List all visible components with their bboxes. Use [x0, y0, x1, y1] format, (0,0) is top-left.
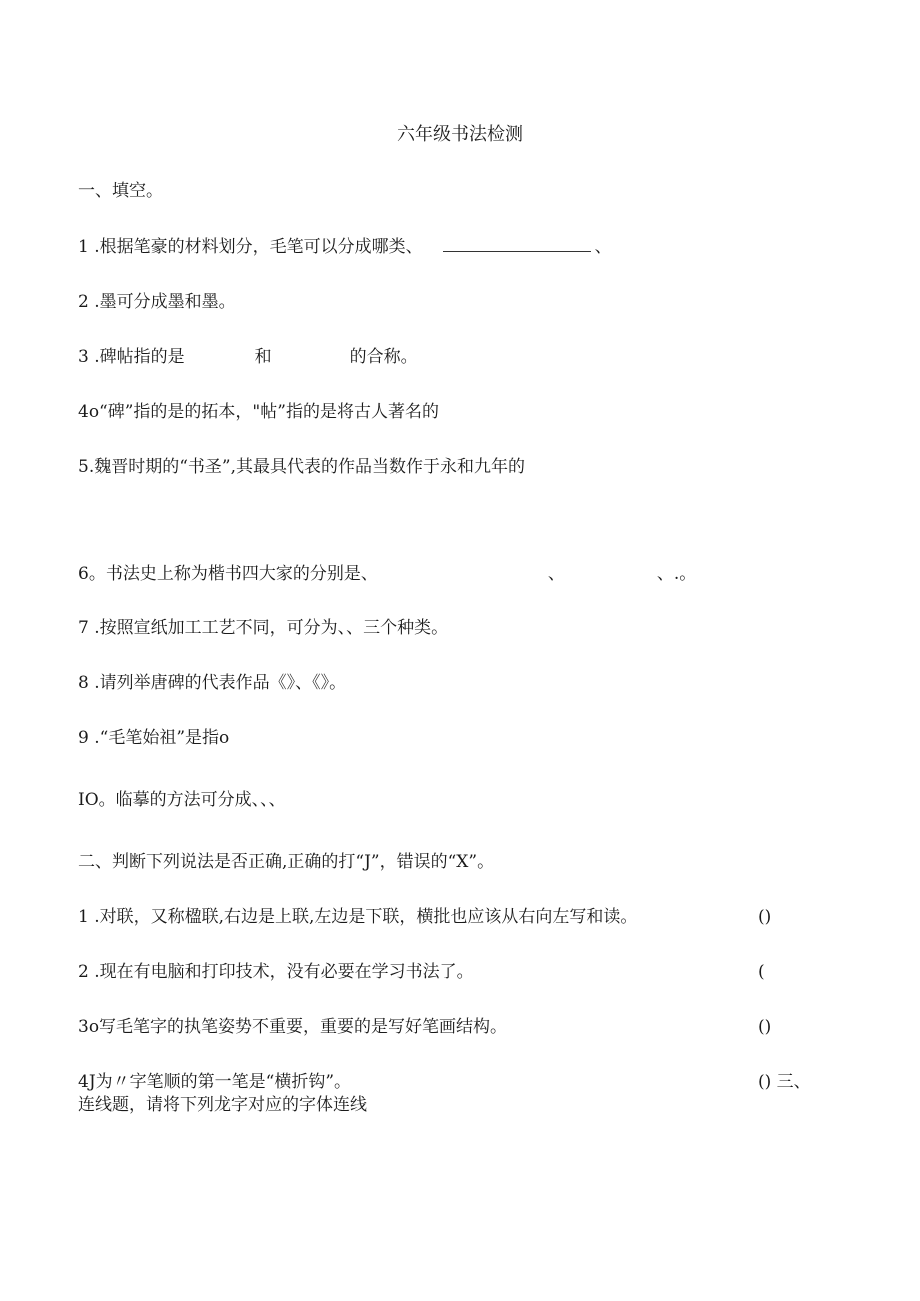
judgment-answer-2[interactable]: (: [758, 962, 765, 982]
question-4: 4o“碑”指的是的拓本，"帖”指的是将古人著名的: [78, 402, 439, 422]
page-title: 六年级书法检测: [397, 124, 523, 145]
question-7: 7 .按照宣纸加工工艺不同，可分为、、三个种类。: [78, 618, 449, 638]
question-5: 5.魏晋时期的“书圣”,其最具代表的作品当数作于永和九年的: [78, 457, 526, 477]
judgment-item-4: 4J为〃字笔顺的第一笔是“横折钩”。: [78, 1072, 352, 1092]
question-3-part-a: 3 .碑帖指的是: [78, 347, 185, 367]
answer-blank[interactable]: [443, 237, 591, 252]
question-3-part-b: 和: [254, 347, 272, 367]
question-8: 8 .请列举唐碑的代表作品《》、《》。: [78, 673, 347, 693]
question-2: 2 .墨可分成墨和墨。: [78, 292, 236, 312]
judgment-item-2: 2 .现在有电脑和打印技术，没有必要在学习书法了。: [78, 962, 474, 982]
question-9: 9 .“毛笔始祖”是指o: [78, 728, 230, 748]
judgment-answer-1[interactable]: (): [758, 907, 772, 927]
judgment-answer-3[interactable]: (): [758, 1017, 772, 1037]
question-3: [78, 346, 418, 368]
question-1-text: 1 .根据笔豪的材料划分，毛笔可以分成哪类、: [78, 237, 423, 257]
judgment-item-1: 1 .对联，又称楹联,右边是上联,左边是下联，横批也应该从右向左写和读。: [78, 907, 638, 927]
section1-heading: 一、填空。: [78, 181, 163, 201]
question-3-part-c: 的合称。: [349, 347, 418, 367]
question-6-part-c: 、.。: [656, 564, 697, 584]
question-10: IO。临摹的方法可分成、、、: [78, 790, 286, 810]
question-6: [78, 563, 696, 585]
judgment-item-3: 3o写毛笔字的执笔姿势不重要，重要的是写好笔画结构。: [78, 1017, 508, 1037]
section3-heading: 连线题，请将下列龙字对应的字体连线: [78, 1095, 367, 1115]
question-6-part-a: 6。书法史上称为楷书四大家的分别是、: [78, 564, 378, 584]
question-1: [78, 236, 612, 258]
question-1-tail: 、: [594, 237, 612, 257]
question-6-part-b: 、: [547, 564, 565, 584]
judgment-answer-4[interactable]: () 三、: [758, 1072, 811, 1092]
section2-heading: 二、判断下列说法是否正确,正确的打“J”，错误的“X”。: [78, 852, 495, 872]
